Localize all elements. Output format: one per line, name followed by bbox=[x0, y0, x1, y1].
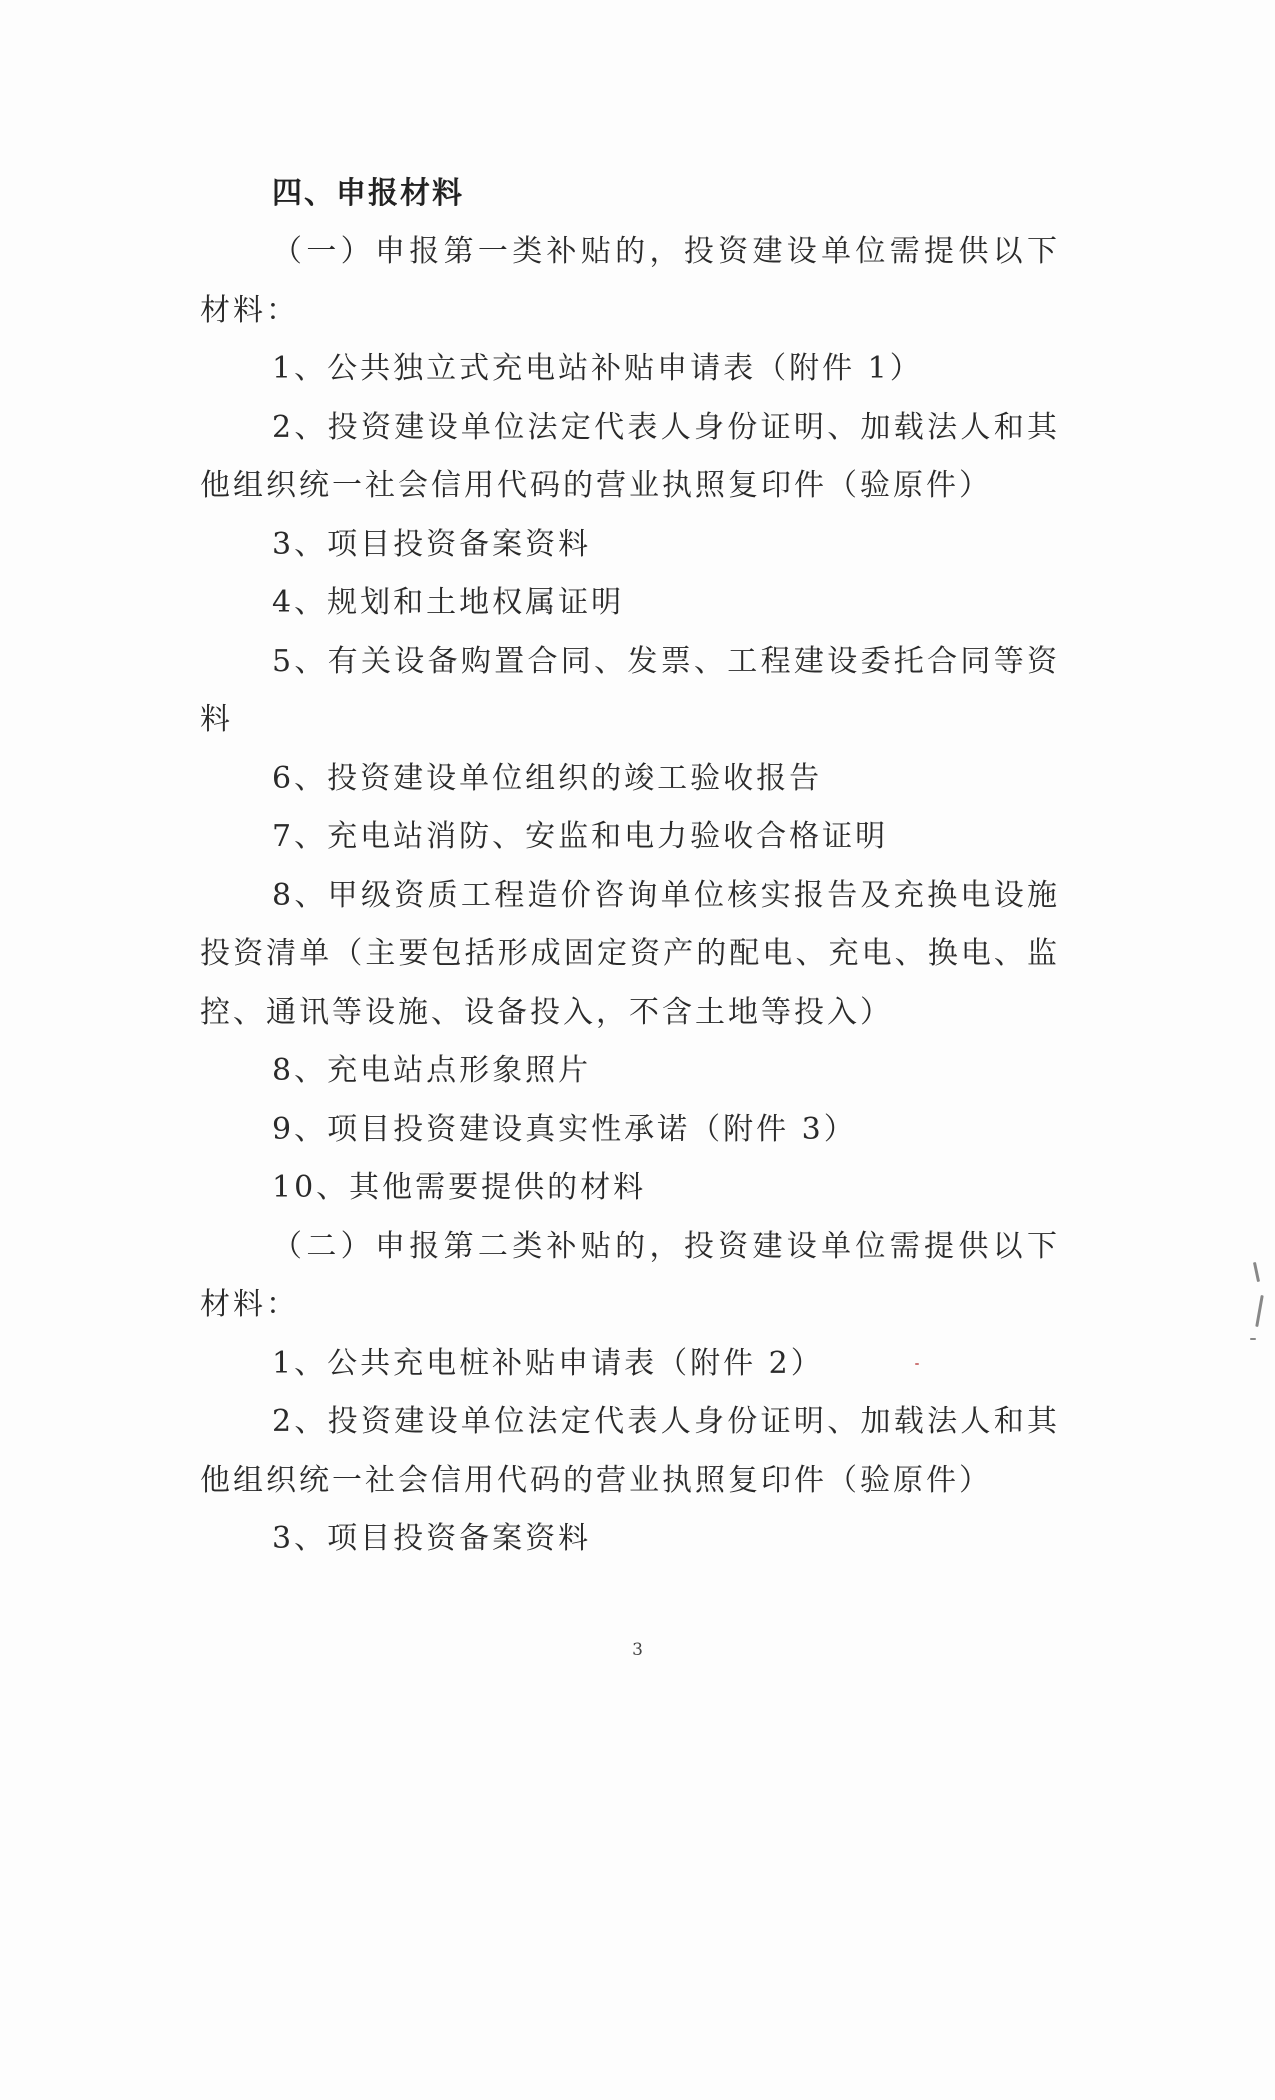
paragraph-item: 7、充电站消防、安监和电力验收合格证明 bbox=[272, 819, 889, 854]
page-number: 3 bbox=[632, 1640, 643, 1660]
paragraph-item: 8、甲级资质工程造价咨询单位核实报告及充换电设施投资清单（主要包括形成固定资产的配电、充电、换电、监控、通讯等设施、设备投入，不含土地等投入） bbox=[200, 877, 1060, 1030]
paragraph-item: 10、其他需要提供的材料 bbox=[272, 1170, 647, 1205]
scan-mark bbox=[1250, 1338, 1256, 1340]
paragraph-category-one-intro: （一）申报第一类补贴的，投资建设单位需提供以下材料： bbox=[200, 234, 1060, 328]
paragraph-item: 8、充电站点形象照片 bbox=[272, 1053, 592, 1088]
paragraph-item: 2、投资建设单位法定代表人身份证明、加载法人和其他组织统一社会信用代码的营业执照复印件（验原件） bbox=[200, 1404, 1060, 1498]
scan-mark bbox=[1253, 1262, 1260, 1282]
paragraph-item: 4、规划和土地权属证明 bbox=[272, 585, 625, 620]
scan-mark bbox=[915, 1363, 919, 1365]
paragraph-category-two-intro: （二）申报第二类补贴的，投资建设单位需提供以下材料： bbox=[200, 1228, 1060, 1322]
paragraph-item: 6、投资建设单位组织的竣工验收报告 bbox=[272, 760, 823, 796]
paragraph-item: 3、项目投资备案资料 bbox=[272, 1521, 592, 1556]
paragraph-item: 2、投资建设单位法定代表人身份证明、加载法人和其他组织统一社会信用代码的营业执照复印件（验原件） bbox=[200, 409, 1060, 503]
scan-mark bbox=[1255, 1295, 1264, 1327]
paragraph-item: 3、项目投资备案资料 bbox=[272, 526, 592, 562]
paragraph-item: 1、公共独立式充电站补贴申请表（附件 1） bbox=[272, 351, 923, 386]
document-body bbox=[200, 165, 1060, 1569]
paragraph-item: 9、项目投资建设真实性承诺（附件 3） bbox=[272, 1111, 857, 1147]
paragraph-item: 1、公共充电桩补贴申请表（附件 2） bbox=[272, 1345, 824, 1381]
section-heading: 四、申报材料 bbox=[272, 176, 464, 211]
paragraph-item: 5、有关设备购置合同、发票、工程建设委托合同等资料 bbox=[200, 643, 1060, 737]
